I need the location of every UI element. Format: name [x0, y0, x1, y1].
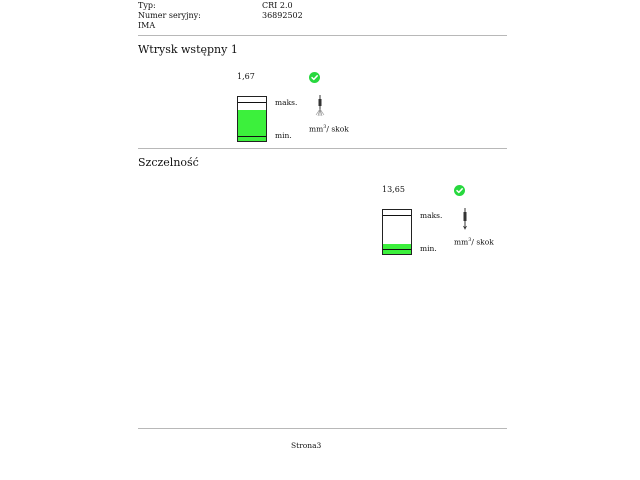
max-line [238, 102, 266, 103]
type-label: Typ: [138, 1, 156, 10]
serial-value: 36892502 [262, 11, 303, 20]
page-number: Strona3 [291, 441, 322, 450]
type-value: CRI 2.0 [262, 1, 293, 10]
injector-nozzle-icon [459, 208, 471, 234]
measured-value: 1,67 [237, 72, 255, 81]
section-title: Szczelność [138, 156, 199, 169]
measured-value: 13,65 [382, 185, 405, 194]
min-line [238, 136, 266, 137]
footer-divider [138, 428, 507, 429]
level-gauge [382, 209, 412, 255]
serial-label: Numer seryjny: [138, 11, 201, 20]
divider [138, 148, 507, 149]
level-gauge [237, 96, 267, 142]
check-circle-icon [454, 185, 465, 196]
min-label: min. [275, 131, 292, 140]
unit-label: $mm^3/$ skok [454, 237, 494, 247]
max-line [383, 215, 411, 216]
max-label: maks. [275, 98, 298, 107]
min-line [383, 249, 411, 250]
divider [138, 35, 507, 36]
min-label: min. [420, 244, 437, 253]
max-label: maks. [420, 211, 443, 220]
check-circle-icon [309, 72, 320, 83]
section-title: Wtrysk wstępny 1 [138, 43, 238, 56]
unit-label: $mm^3/$ skok [309, 124, 349, 134]
ima-label: IMA [138, 21, 156, 30]
injector-spray-icon [314, 95, 326, 121]
